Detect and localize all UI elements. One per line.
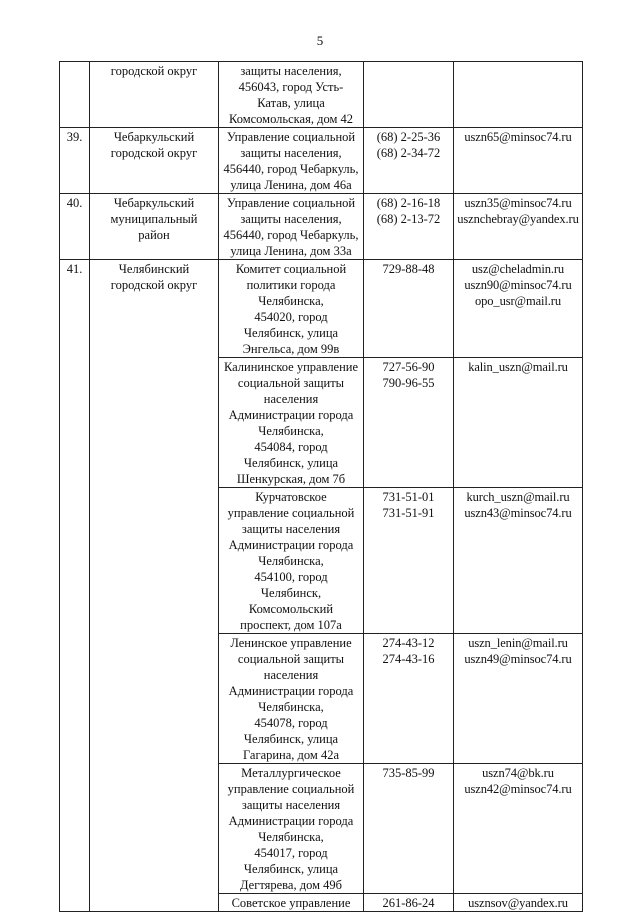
email-cell [454,194,583,260]
phone-cell [364,62,454,128]
organization-address: Курчатовское управление социальной защиты населения Администрации города Челябинска, 454100, город Челябинск, Комсомольский проспект, дом 107а [227,490,355,632]
organization-cell [219,488,364,634]
row-number: 41. [60,260,90,912]
organization-cell [219,62,364,128]
email-cell [454,128,583,194]
phone-cell [364,488,454,634]
organization-cell [219,634,364,764]
organization-address: Советское управление [231,896,351,910]
email-cell [454,488,583,634]
organization-cell [219,194,364,260]
phone-cell [364,358,454,488]
municipality-name: городской округ [110,64,198,78]
phone-cell [364,260,454,358]
email-cell [454,260,583,358]
email-addresses: uszn65@minsoc74.ru [464,130,572,144]
agencies-table [59,61,583,912]
organization-address: Калининское управление социальной защиты населения Администрации города Челябинска, 454084, город Челябинск, улица Шенкурская, дом 7б [223,360,359,486]
phone-numbers: 735-85-99 [382,766,435,780]
municipality-name: Чебаркульский муниципальный район [110,196,198,242]
phone-numbers: 274-43-12 274-43-16 [382,636,435,666]
organization-address: Металлургическое управление социальной защиты населения Администрации города Челябинска, 454017, город Челябинск, улица Дегтярева, дом 49б [227,766,355,892]
municipality-cell [90,62,219,128]
organization-cell [219,128,364,194]
organization-address: Управление социальной защиты населения, 456440, город Чебаркуль, улица Ленина, дом 46а [223,130,359,192]
table-row [60,194,583,260]
municipality-cell [90,128,219,194]
phone-numbers: (68) 2-16-18 (68) 2-13-72 [376,196,441,226]
organization-cell [219,764,364,894]
phone-numbers: 727-56-90 790-96-55 [382,360,435,390]
municipality-cell [90,194,219,260]
organization-address: защиты населения, 456043, город Усть- Катав, улица Комсомольская, дом 42 [228,64,354,126]
email-addresses: usznsov@yandex.ru [468,896,568,910]
organization-cell [219,358,364,488]
table-row [60,128,583,194]
phone-cell [364,128,454,194]
phone-numbers: 729-88-48 [382,262,435,276]
row-number [60,62,90,128]
phone-cell [364,194,454,260]
phone-numbers: 731-51-01 731-51-91 [382,490,435,520]
email-cell [454,62,583,128]
page-number: 5 [316,33,324,48]
phone-cell [364,894,454,912]
municipality-name: Чебаркульский городской округ [110,130,198,160]
email-addresses: kurch_uszn@mail.ru uszn43@minsoc74.ru [464,490,572,520]
table-row [60,62,583,128]
email-cell [454,634,583,764]
phone-numbers: 261-86-24 [382,896,435,910]
email-cell [454,764,583,894]
organization-address: Комитет социальной политики города Челябинска, 454020, город Челябинск, улица Энгельса, дом 99в [235,262,347,356]
phone-cell [364,764,454,894]
email-addresses: kalin_uszn@mail.ru [468,360,568,374]
phone-numbers: (68) 2-25-36 (68) 2-34-72 [376,130,441,160]
organization-address: Управление социальной защиты населения, 456440, город Чебаркуль, улица Ленина, дом 33а [223,196,359,258]
row-number: 39. [60,128,90,194]
email-addresses: uszn35@minsoc74.ru usznchebray@yandex.ru [457,196,579,226]
email-addresses: uszn74@bk.ru uszn42@minsoc74.ru [464,766,572,796]
municipality-name: Челябинский городской округ [110,262,198,292]
table-row [60,260,583,358]
email-addresses: usz@cheladmin.ru uszn90@minsoc74.ru opo_usr@mail.ru [464,262,572,308]
email-cell [454,358,583,488]
organization-cell [219,894,364,912]
phone-cell [364,634,454,764]
municipality-cell [90,260,219,912]
row-number: 40. [60,194,90,260]
organization-cell [219,260,364,358]
email-cell [454,894,583,912]
organization-address: Ленинское управление социальной защиты населения Администрации города Челябинска, 454078, город Челябинск, улица Гагарина, дом 42а [228,636,354,762]
email-addresses: uszn_lenin@mail.ru uszn49@minsoc74.ru [464,636,572,666]
